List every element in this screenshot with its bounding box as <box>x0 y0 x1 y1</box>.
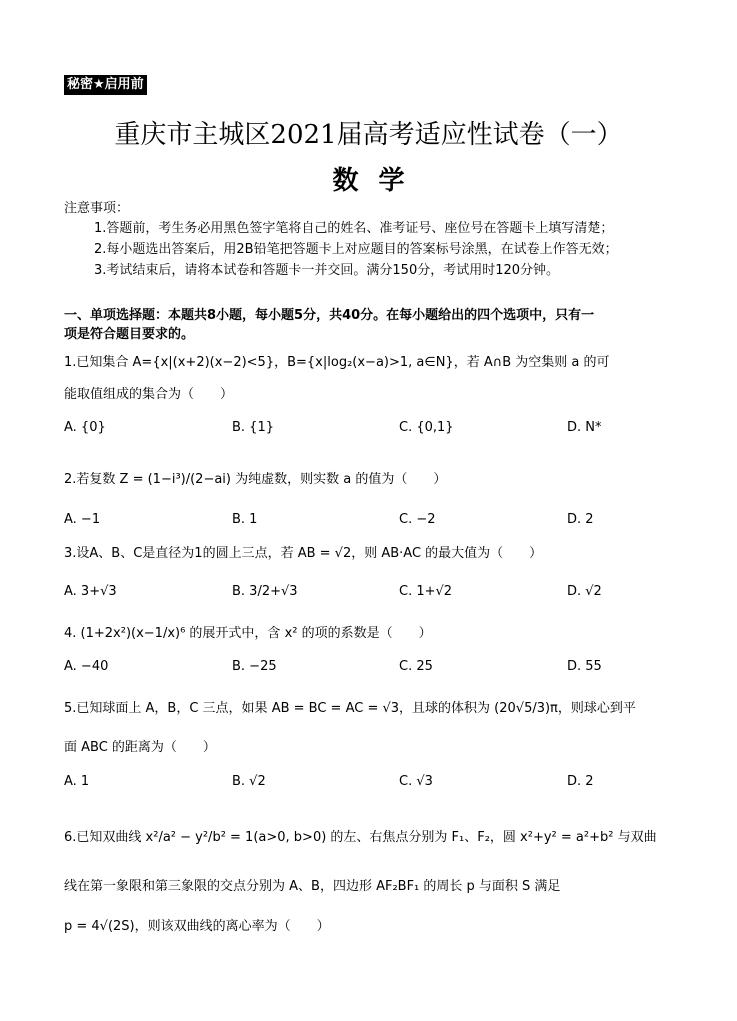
question-2-text: 2.若复数 Z = (1−i³)/(2−ai) 为纯虚数，则实数 a 的值为（ ） <box>64 472 447 487</box>
q3-option-c: C. 1+√2 <box>399 584 453 599</box>
q4-option-b: B. −25 <box>232 659 277 674</box>
section-heading-cont: 项是符合题目要求的。 <box>64 327 195 342</box>
secret-label: 秘密★启用前 <box>64 75 147 95</box>
q1-option-c: C. {0,1} <box>399 420 454 435</box>
question-6-text-cont2: p = 4√(2S)，则该双曲线的离心率为（ ） <box>64 919 330 934</box>
q1-option-d: D. N* <box>567 420 602 435</box>
q5-option-b: B. √2 <box>232 774 266 789</box>
section-heading: 一、单项选择题：本题共8小题，每小题5分，共40分。在每小题给出的四个选项中，只有一 <box>64 308 595 323</box>
subject-title: 数学 <box>332 166 425 196</box>
question-5-text: 5.已知球面上 A，B，C 三点，如果 AB = BC = AC = √3，且球的体积为 (20√5/3)π，则球心到平 <box>64 701 636 716</box>
notice-item: 2.每小题选出答案后，用2B铅笔把答题卡上对应题目的答案标号涂黑，在试卷上作答无效； <box>94 242 618 257</box>
question-4-text: 4. (1+2x²)(x−1/x)⁶ 的展开式中，含 x² 的项的系数是（ ） <box>64 626 432 641</box>
question-6-text: 6.已知双曲线 x²/a² − y²/b² = 1(a>0, b>0) 的左、右焦点分别为 F₁、F₂，圆 x²+y² = a²+b² 与双曲 <box>64 830 657 845</box>
q2-option-c: C. −2 <box>399 512 436 527</box>
notice-item: 3.考试结束后，请将本试卷和答题卡一并交回。满分150分，考试用时120分钟。 <box>94 263 560 278</box>
q3-option-b: B. 3/2+√3 <box>232 584 298 599</box>
question-1-text: 1.已知集合 A={x|(x+2)(x−2)<5}，B={x|log₂(x−a)>1, a∈N}，若 A∩B 为空集则 a 的可 <box>64 355 610 370</box>
question-3-text: 3.设A、B、C是直径为1的圆上三点，若 AB = √2，则 AB·AC 的最大值为（ ） <box>64 546 543 561</box>
q2-option-a: A. −1 <box>64 512 101 527</box>
q3-option-d: D. √2 <box>567 584 602 599</box>
q4-option-c: C. 25 <box>399 659 433 674</box>
q4-option-a: A. −40 <box>64 659 109 674</box>
question-1-text-cont: 能取值组成的集合为（ ） <box>64 387 234 402</box>
q5-option-d: D. 2 <box>567 774 594 789</box>
notice-item: 1.答题前，考生务必用黑色签字笔将自己的姓名、准考证号、座位号在答题卡上填写清楚； <box>94 221 614 236</box>
q2-option-d: D. 2 <box>567 512 594 527</box>
notice-heading: 注意事项： <box>64 201 130 216</box>
q4-option-d: D. 55 <box>567 659 602 674</box>
question-6-text-cont: 线在第一象限和第三象限的交点分别为 A、B，四边形 AF₂BF₁ 的周长 p 与面积 S 满足 <box>64 879 561 894</box>
q2-option-b: B. 1 <box>232 512 258 527</box>
exam-title: 重庆市主城区2021届高考适应性试卷（一） <box>114 120 623 150</box>
q5-option-a: A. 1 <box>64 774 90 789</box>
question-5-text-cont: 面 ABC 的距离为（ ） <box>64 740 216 755</box>
q3-option-a: A. 3+√3 <box>64 584 117 599</box>
q1-option-a: A. {0} <box>64 420 106 435</box>
q5-option-c: C. √3 <box>399 774 433 789</box>
q1-option-b: B. {1} <box>232 420 274 435</box>
